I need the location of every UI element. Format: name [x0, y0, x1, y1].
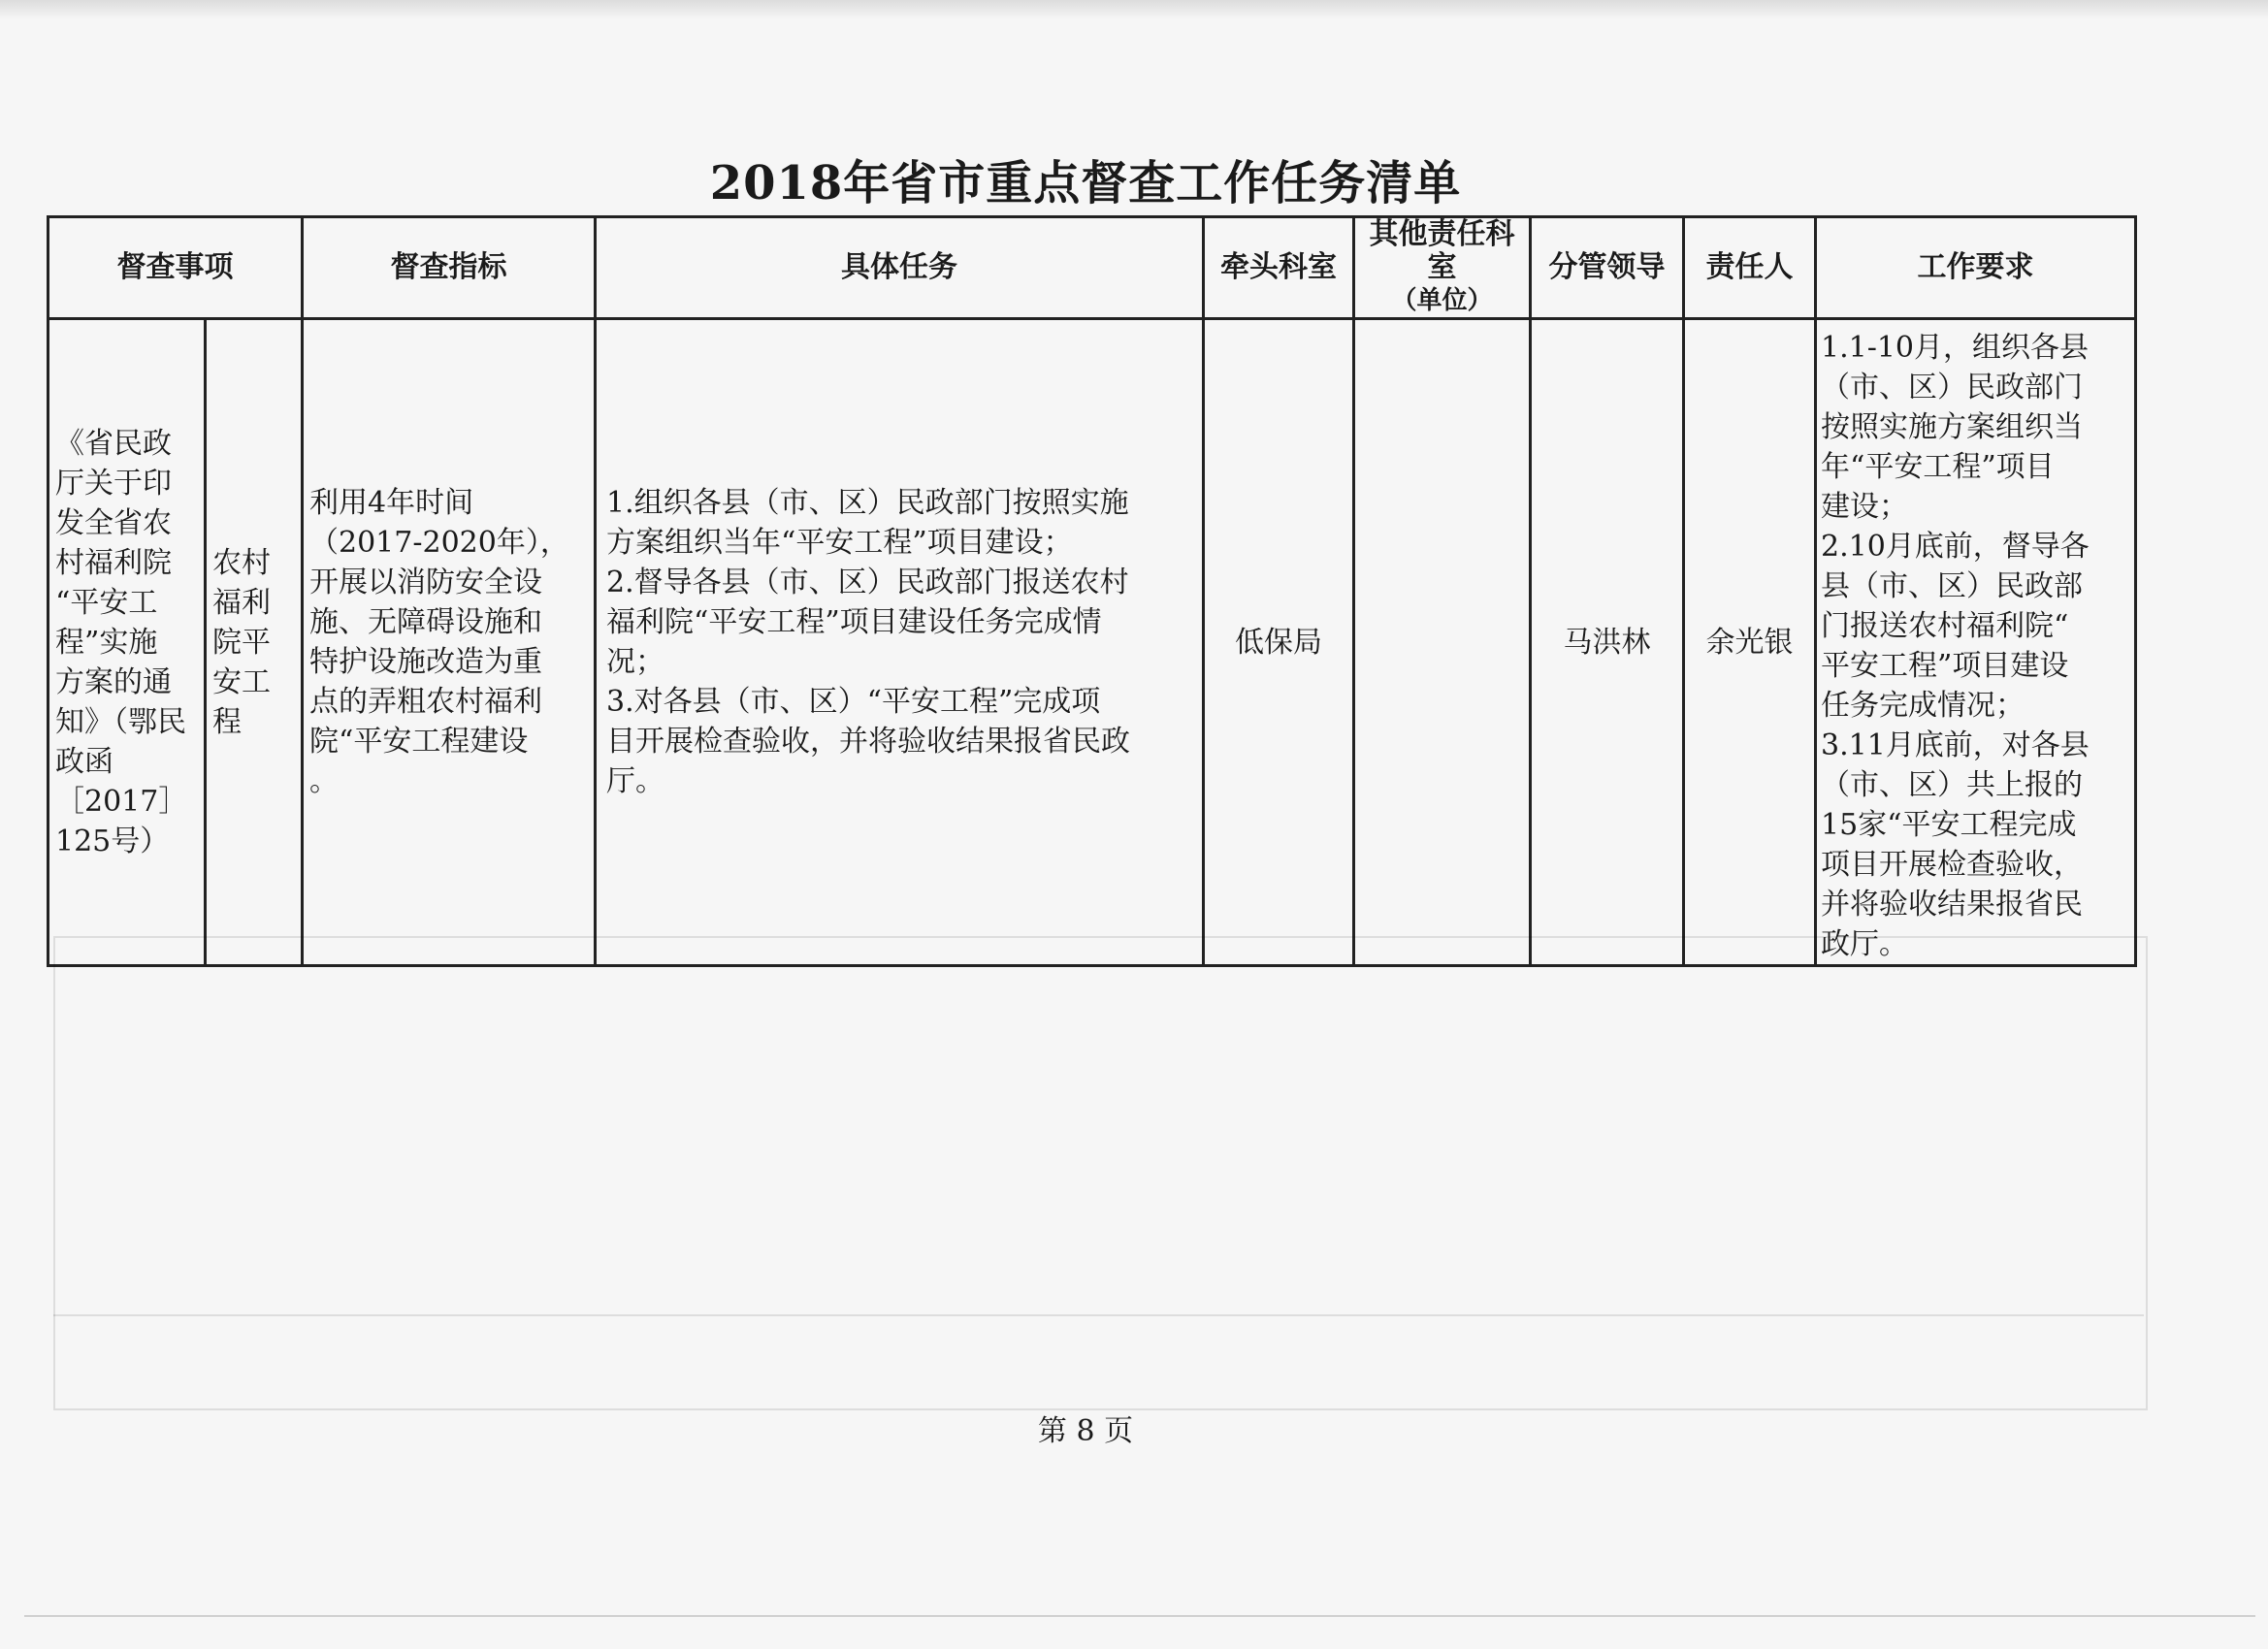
source-doc-line: 《省民政 [55, 426, 172, 461]
header-row [49, 217, 2136, 319]
indicator-line: 。 [309, 764, 339, 798]
task-line: 2.督导各县（市、区）民政部门报送农村 [606, 566, 1129, 599]
task-line: 厅。 [606, 764, 664, 798]
source-document-cell [49, 319, 206, 966]
requirement-line: 按照实施方案组织当 [1821, 410, 2083, 444]
item-line: 农村 [212, 545, 271, 580]
indicator-line: 点的弄粗农村福利 [309, 685, 542, 719]
indicator-cell [303, 319, 596, 966]
requirement-line: 年“平安工程”项目 [1821, 450, 2055, 484]
header-other-office-line1: 其他责任科室 [1369, 217, 1515, 284]
bleed-through-rule [53, 1314, 2144, 1316]
item-line: 福利 [212, 585, 271, 620]
lead-office-cell: 低保局 [1204, 319, 1354, 966]
scan-edge [0, 0, 2268, 19]
indicator-line: （2017-2020年）， [309, 526, 569, 560]
header-requirements: 工作要求 [1816, 217, 2136, 319]
header-inspection-item: 督查事项 [49, 217, 303, 319]
leader-cell: 马洪林 [1531, 319, 1684, 966]
item-line: 安工 [212, 664, 271, 699]
bleed-through-table [53, 936, 2148, 1410]
other-office-cell [1354, 319, 1531, 966]
header-leader: 分管领导 [1531, 217, 1684, 319]
header-lead-office: 牵头科室 [1204, 217, 1354, 319]
source-doc-line: 厅关于印 [55, 466, 172, 501]
requirements-cell [1816, 319, 2136, 966]
source-doc-line: “平安工 [55, 585, 158, 620]
source-doc-line: 知》（鄂民 [55, 704, 186, 739]
source-doc-line: 政函 [55, 744, 113, 779]
source-doc-line: 125号） [55, 824, 170, 858]
source-doc-line: ［2017］ [55, 784, 188, 819]
requirement-line: 15家“平安工程完成 [1821, 808, 2077, 842]
requirement-line: 2.10月底前，督导各 [1821, 530, 2090, 564]
item-line: 院平 [212, 625, 271, 660]
indicator-line: 利用4年时间 [309, 486, 474, 520]
header-other-office [1354, 217, 1531, 319]
source-doc-line: 发全省农 [55, 505, 172, 540]
indicator-line: 特护设施改造为重 [309, 645, 542, 679]
requirement-line: 1.1-10月，组织各县 [1821, 331, 2090, 365]
header-indicator: 督查指标 [303, 217, 596, 319]
task-line: 福利院“平安工程”项目建设任务完成情 [606, 605, 1102, 639]
requirement-line: 建设； [1821, 490, 1908, 524]
task-line: 3.对各县（市、区）“平安工程”完成项 [606, 685, 1101, 719]
task-line: 1.组织各县（市、区）民政部门按照实施 [606, 486, 1129, 520]
task-line: 目开展检查验收，并将验收结果报省民政 [606, 725, 1130, 759]
requirement-line: 并将验收结果报省民 [1821, 888, 2083, 922]
page-title: 2018年省市重点督查工作任务清单 [709, 156, 1462, 210]
indicator-line: 院“平安工程建设 [309, 725, 529, 759]
requirement-line: 县（市、区）民政部 [1821, 569, 2083, 603]
scan-edge-bottom [24, 1615, 2255, 1617]
requirement-line: 门报送农村福利院“ [1821, 609, 2069, 643]
requirement-line: （市、区）民政部门 [1821, 371, 2083, 404]
requirement-line: （市、区）共上报的 [1821, 768, 2083, 802]
header-person: 责任人 [1684, 217, 1816, 319]
person-cell: 余光银 [1684, 319, 1816, 966]
task-line: 方案组织当年“平安工程”项目建设； [606, 526, 1073, 560]
task-line: 况； [606, 645, 664, 679]
source-doc-line: 方案的通 [55, 664, 172, 699]
task-cell [596, 319, 1204, 966]
header-tasks: 具体任务 [596, 217, 1204, 319]
source-doc-line: 村福利院 [55, 545, 172, 580]
header-other-office-line2: （单位） [1391, 286, 1493, 315]
task-table [47, 215, 2137, 967]
source-doc-line: 程”实施 [55, 625, 158, 660]
requirement-line: 平安工程”项目建设 [1821, 649, 2069, 683]
table-row [49, 319, 2136, 966]
indicator-line: 开展以消防安全设 [309, 566, 542, 599]
item-name-cell [206, 319, 303, 966]
requirement-line: 项目开展检查验收， [1821, 848, 2083, 882]
page-number: 第 8 页 [1037, 1414, 1134, 1448]
requirement-line: 任务完成情况； [1821, 689, 2025, 723]
requirement-line: 政厅。 [1821, 927, 1908, 961]
item-line: 程 [212, 704, 242, 739]
requirement-line: 3.11月底前，对各县 [1821, 728, 2090, 762]
indicator-line: 施、无障碍设施和 [309, 605, 542, 639]
